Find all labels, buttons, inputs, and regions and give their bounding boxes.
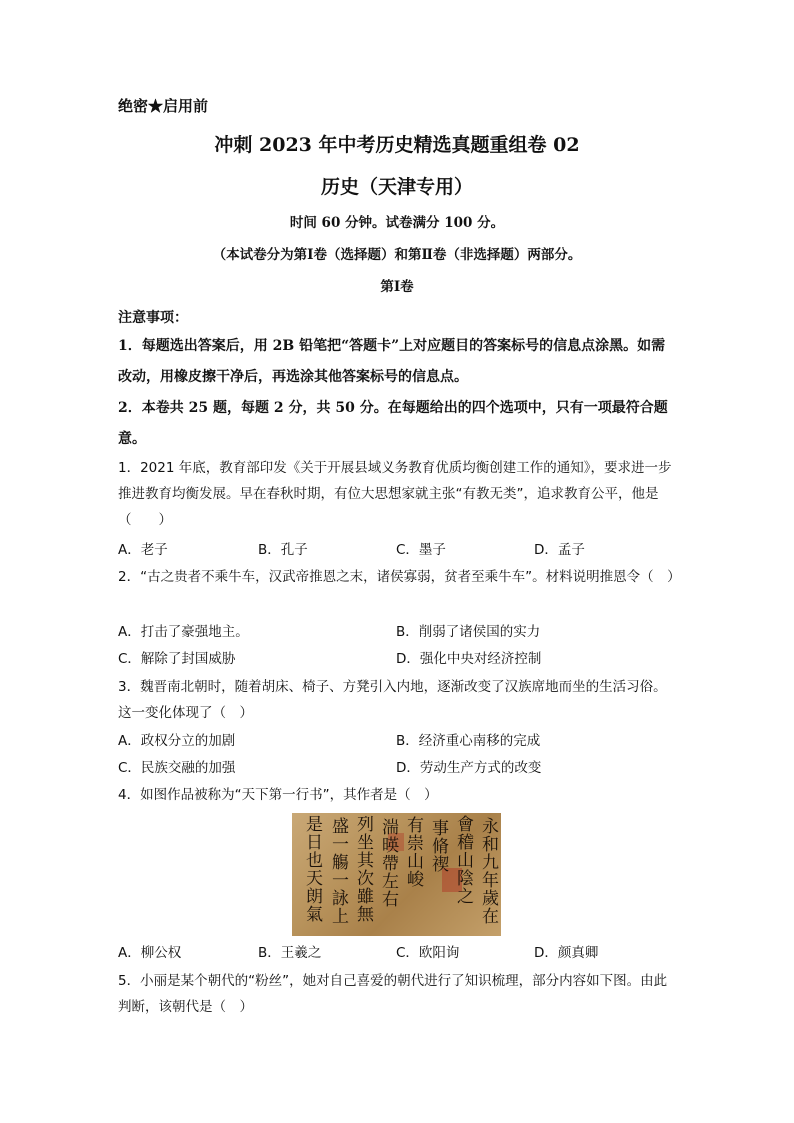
option-a[interactable]: A．柳公权 xyxy=(118,945,182,961)
question-options xyxy=(118,940,678,966)
parts-info: （本试卷分为第Ⅰ卷（选择题）和第Ⅱ卷（非选择题）两部分。 xyxy=(212,247,582,263)
page-title: 冲刺 2023 年中考历史精选真题重组卷 02 xyxy=(214,134,580,156)
calligraphy-column: 永和九年歲在 xyxy=(478,817,498,925)
note-item: 1．每题选出答案后，用 2B 铅笔把“答题卡”上对应题目的答案标号的信息点涂黑。如需改动，用橡皮擦干净后，再选涂其他答案标号的信息点。 xyxy=(118,338,666,385)
option-d[interactable]: D．强化中央对经济控制 xyxy=(396,651,542,667)
option-a[interactable]: A．打击了豪强地主。 xyxy=(118,624,249,640)
question-options xyxy=(118,619,678,645)
question-stem: 4．如图作品被称为“天下第一行书”，其作者是（ ） xyxy=(118,787,438,803)
option-a[interactable]: A．老子 xyxy=(118,542,168,558)
calligraphy-artwork xyxy=(292,813,501,936)
option-c[interactable]: C．墨子 xyxy=(396,542,446,558)
calligraphy-column: 是日也天朗氣 xyxy=(302,815,322,923)
question-stem: 3．魏晋南北朝时，随着胡床、椅子、方凳引入内地，逐渐改变了汉族席地而坐的生活习俗。这一变化体现了（ ） xyxy=(118,679,667,721)
option-d[interactable]: D．劳动生产方式的改变 xyxy=(396,760,542,776)
option-b[interactable]: B．经济重心南移的完成 xyxy=(396,733,541,749)
calligraphy-column: 湍暎帶左右 xyxy=(378,818,398,908)
calligraphy-column: 有崇山峻 xyxy=(403,816,423,888)
question-options xyxy=(118,755,678,781)
note-item: 2．本卷共 25 题，每题 2 分，共 50 分。在每题给出的四个选项中，只有一项最符合题意。 xyxy=(118,400,668,447)
option-d[interactable]: D．颜真卿 xyxy=(534,945,599,961)
option-b[interactable]: B．王羲之 xyxy=(258,945,322,961)
secret-label: 绝密★启用前 xyxy=(118,97,209,115)
option-b[interactable]: B．孔子 xyxy=(258,542,308,558)
calligraphy-image xyxy=(292,813,501,936)
question-options xyxy=(118,728,678,754)
time-info: 时间 60 分钟。试卷满分 100 分。 xyxy=(289,215,505,231)
calligraphy-column: 會稽山陰之 xyxy=(453,815,473,905)
option-c[interactable]: C．欧阳询 xyxy=(396,945,460,961)
volume-label: 第Ⅰ卷 xyxy=(380,279,414,295)
calligraphy-column: 事脩禊 xyxy=(428,819,448,873)
question-stem: 2．“古之贵者不乘牛车，汉武帝推恩之末，诸侯寡弱，贫者至乘牛车”。材料说明推恩令（ ） xyxy=(118,569,681,585)
page-subtitle: 历史（天津专用） xyxy=(320,176,473,198)
question-stem: 5．小丽是某个朝代的“粉丝”，她对自己喜爱的朝代进行了知识梳理，部分内容如下图。由此判断，该朝代是（ ） xyxy=(118,973,668,1015)
notes-heading: 注意事项： xyxy=(118,310,188,326)
option-a[interactable]: A．政权分立的加剧 xyxy=(118,733,236,749)
calligraphy-column: 列坐其次雖無 xyxy=(353,815,373,923)
option-b[interactable]: B．削弱了诸侯国的实力 xyxy=(396,624,541,640)
calligraphy-column: 盛一觴一詠上 xyxy=(328,817,348,925)
option-c[interactable]: C．解除了封国威胁 xyxy=(118,651,236,667)
question-options xyxy=(118,646,678,672)
question-stem: 1．2021 年底，教育部印发《关于开展县域义务教育优质均衡创建工作的通知》，要求进一步推进教育均衡发展。早在春秋时期，有位大思想家就主张“有教无类”，追求教育公平，他是（ ） xyxy=(118,460,672,528)
option-d[interactable]: D．孟子 xyxy=(534,542,585,558)
option-c[interactable]: C．民族交融的加强 xyxy=(118,760,236,776)
question-options xyxy=(118,537,678,563)
